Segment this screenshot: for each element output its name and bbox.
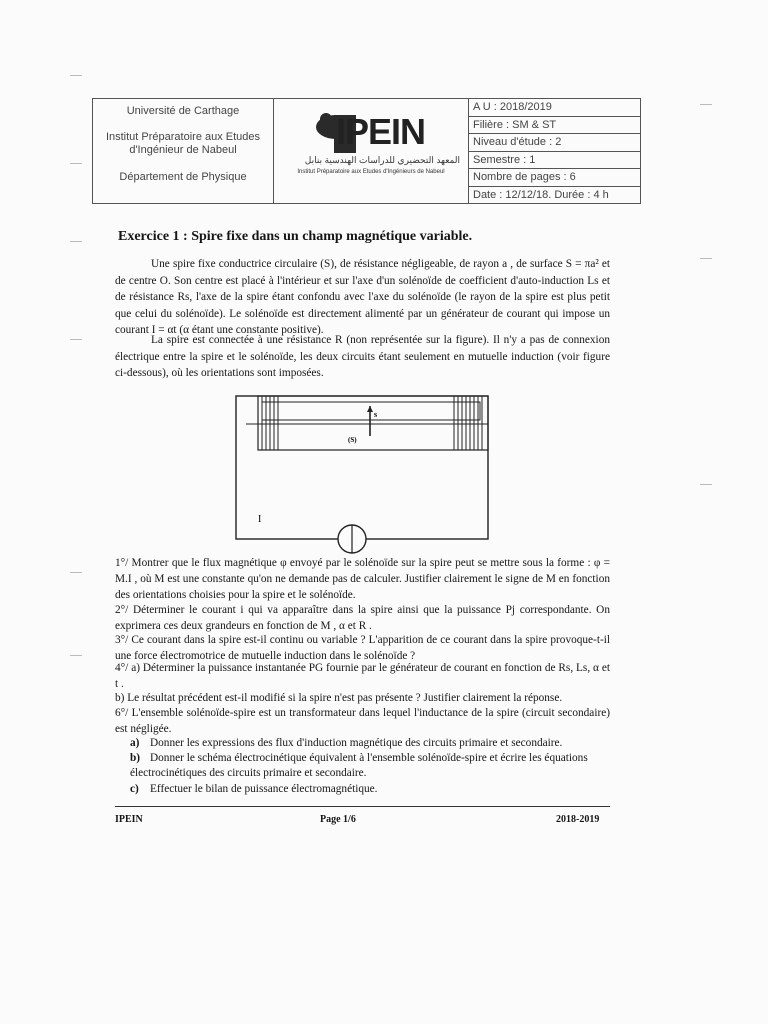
sub-item-text: Donner le schéma électrocinétique équivalent à l'ensemble solénoïde-spire et écrire les équations électrocinétiques des circuits primaire et secondaire. [130, 752, 588, 779]
question-4a: 4°/ a) Déterminer la puissance instantanée PG fournie par le générateur de courant en fonction de Rs, Ls, α et t . [115, 662, 610, 690]
sub-item-b [130, 751, 610, 781]
margin-mark [70, 339, 82, 340]
logo-text: IPEIN [336, 111, 426, 152]
question-1: 1°/ Montrer que le flux magnétique φ envoyé par le solénoïde sur la spire peut se mettre sous la forme : φ = M.I , où M est une constante qu'on ne demande pas de calculer. Justifier clairement le signe de M en fonction des orientations choisies pour la spire et le solénoïde. [115, 557, 610, 601]
margin-mark [700, 104, 712, 105]
sub-item-text: Effectuer le bilan de puissance électromagnétique. [150, 783, 378, 795]
sub-item-text: Donner les expressions des flux d'induction magnétique des circuits primaire et secondaire. [150, 737, 563, 749]
question-6: 6°/ L'ensemble solénoïde-spire est un transformateur dans lequel l'inductance de la spire (circuit secondaire) est négligée. [115, 707, 610, 735]
surface-vector-label: s⃗ [374, 410, 384, 419]
header-info [469, 99, 640, 203]
university-name: Université de Carthage [126, 105, 240, 117]
margin-mark [70, 241, 82, 242]
info-level: Niveau d'étude : 2 [469, 134, 640, 152]
info-semester: Semestre : 1 [469, 152, 640, 170]
footer-year: 2018-2019 [556, 814, 600, 825]
current-label: I [258, 514, 262, 525]
info-pages: Nombre de pages : 6 [469, 169, 640, 187]
department-name: Département de Physique [119, 171, 247, 183]
margin-mark [700, 484, 712, 485]
sub-item-label: a) [130, 737, 140, 749]
margin-mark [70, 655, 82, 656]
info-filiere: Filière : SM & ST [469, 117, 640, 135]
intro-paragraph-2: La spire est connectée à une résistance R (non représentée sur la figure). Il n'y a pas de connexion électrique entre la spire et le solénoïde, les deux circuits étant seulement en mutuelle induction (voir figure ci-dessous), où les orientations sont imposées. [115, 334, 610, 379]
circuit-figure [232, 392, 494, 554]
intro-paragraph-1: Une spire fixe conductrice circulaire (S), de résistance négligeable, de rayon a , de surface S = πa² et de centre O. Son centre est placé à l'intérieur et sur l'axe d'un solénoïde de coefficient d'auto-induction Ls et de résistance Rs, l'axe de la spire étant confondu avec l'axe du solénoïde (le rayon de la spire est plus petit que celui du solénoïde). Le solénoïde est directement alimenté par un générateur de courant qui impose un courant I = αt (α étant une constante positive). [115, 258, 610, 336]
footer-divider [115, 806, 610, 807]
footer-school: IPEIN [115, 814, 143, 825]
sub-item-label: b) [130, 752, 141, 764]
sub-item-a [130, 736, 610, 751]
margin-mark [70, 163, 82, 164]
institute-name: Institut Préparatoire aux Etudes d'Ingénieur de Nabeul [105, 131, 261, 156]
info-academic-year: A U : 2018/2019 [469, 99, 640, 117]
loop-label: (S) [348, 436, 357, 444]
logo-subtitle: Institut Préparatoire aux Etudes d'Ingénieurs de Nabeul [297, 169, 445, 175]
question-2: 2°/ Déterminer le courant i qui va apparaître dans la spire ainsi que la puissance Pj correspondante. On exprimera ces deux grandeurs en fonction de M , α et R . [115, 604, 610, 632]
sub-item-c [130, 782, 610, 797]
exercise-title: Exercice 1 : Spire fixe dans un champ magnétique variable. [118, 229, 473, 244]
logo-arabic: المعهد التحضيري للدراسات الهندسية بنابل [304, 155, 460, 165]
info-date: Date : 12/12/18. Durée : 4 h [473, 188, 609, 201]
header-logo [274, 99, 469, 203]
question-4b: b) Le résultat précédent est-il modifié si la spire n'est pas présente ? Justifier clairement la réponse. [115, 692, 563, 704]
exam-header [92, 98, 641, 204]
header-institution [93, 99, 274, 203]
margin-mark [70, 572, 82, 573]
sub-item-label: c) [130, 783, 139, 795]
footer-page-number: Page 1/6 [320, 814, 356, 825]
question-3: 3°/ Ce courant dans la spire est-il continu ou variable ? L'apparition de ce courant dans la spire provoque-t-il une force électromotrice de mutuelle induction dans le solénoïde ? [115, 634, 610, 662]
margin-mark [700, 258, 712, 259]
margin-mark [70, 75, 82, 76]
